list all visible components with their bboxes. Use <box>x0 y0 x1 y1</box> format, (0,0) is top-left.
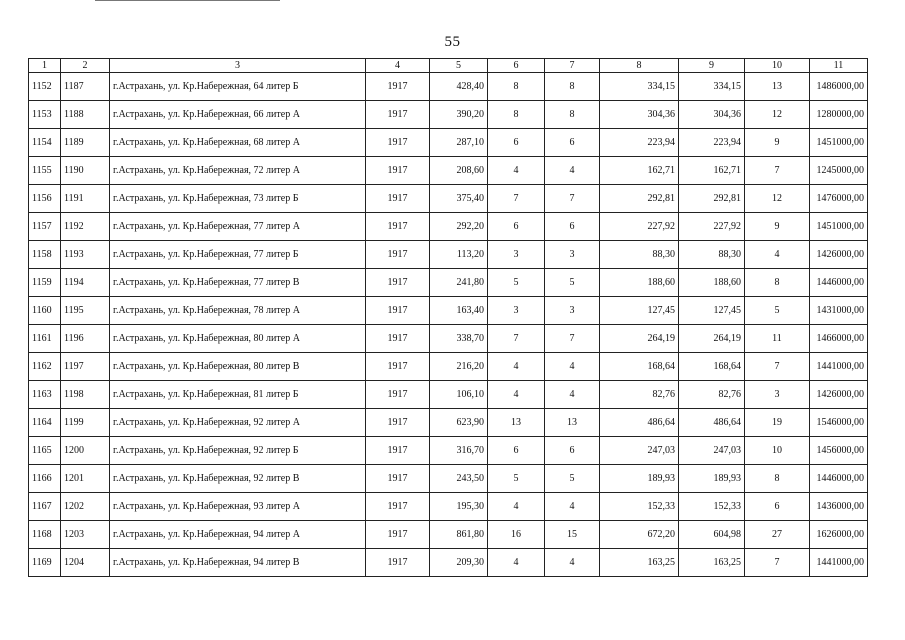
table-row <box>29 493 868 521</box>
year-cell: 1917 <box>366 381 430 409</box>
col10-cell: 8 <box>745 269 810 297</box>
area-cell: 243,50 <box>430 465 488 493</box>
record-id-cell: 1199 <box>61 409 110 437</box>
address-cell: г.Астрахань, ул. Кр.Набережная, 73 литер Б <box>110 185 366 213</box>
col10-cell: 9 <box>745 213 810 241</box>
row-number-cell: 1167 <box>29 493 61 521</box>
table-row <box>29 157 868 185</box>
row-number-cell: 1152 <box>29 73 61 101</box>
col10-cell: 8 <box>745 465 810 493</box>
address-cell: г.Астрахань, ул. Кр.Набережная, 77 литер А <box>110 213 366 241</box>
table-row <box>29 353 868 381</box>
area-cell: 113,20 <box>430 241 488 269</box>
year-cell: 1917 <box>366 493 430 521</box>
col6-cell: 6 <box>488 129 545 157</box>
col10-cell: 7 <box>745 549 810 577</box>
year-cell: 1917 <box>366 465 430 493</box>
page-number: 55 <box>444 34 461 50</box>
record-id-cell: 1198 <box>61 381 110 409</box>
col6-cell: 4 <box>488 353 545 381</box>
table-row <box>29 549 868 577</box>
year-cell: 1917 <box>366 129 430 157</box>
price-cell: 1451000,00 <box>810 129 868 157</box>
col9-cell: 168,64 <box>679 353 745 381</box>
column-header-1: 1 <box>29 59 61 73</box>
col10-cell: 3 <box>745 381 810 409</box>
scan-top-rule <box>95 0 280 3</box>
address-cell: г.Астрахань, ул. Кр.Набережная, 80 литер В <box>110 353 366 381</box>
row-number-cell: 1165 <box>29 437 61 465</box>
price-cell: 1626000,00 <box>810 521 868 549</box>
address-cell: г.Астрахань, ул. Кр.Набережная, 77 литер Б <box>110 241 366 269</box>
row-number-cell: 1156 <box>29 185 61 213</box>
col6-cell: 16 <box>488 521 545 549</box>
col9-cell: 82,76 <box>679 381 745 409</box>
row-number-cell: 1166 <box>29 465 61 493</box>
col10-cell: 10 <box>745 437 810 465</box>
col7-cell: 3 <box>545 297 600 325</box>
col7-cell: 4 <box>545 157 600 185</box>
table-row <box>29 521 868 549</box>
year-cell: 1917 <box>366 437 430 465</box>
col7-cell: 5 <box>545 465 600 493</box>
price-cell: 1451000,00 <box>810 213 868 241</box>
col10-cell: 7 <box>745 157 810 185</box>
col9-cell: 152,33 <box>679 493 745 521</box>
table-row <box>29 269 868 297</box>
col7-cell: 6 <box>545 129 600 157</box>
col10-cell: 19 <box>745 409 810 437</box>
area-cell: 623,90 <box>430 409 488 437</box>
year-cell: 1917 <box>366 297 430 325</box>
column-header-3: 3 <box>110 59 366 73</box>
table-row <box>29 465 868 493</box>
record-id-cell: 1202 <box>61 493 110 521</box>
column-header-9: 9 <box>679 59 745 73</box>
row-number-cell: 1160 <box>29 297 61 325</box>
record-id-cell: 1194 <box>61 269 110 297</box>
table-row <box>29 185 868 213</box>
col9-cell: 188,60 <box>679 269 745 297</box>
col10-cell: 6 <box>745 493 810 521</box>
price-cell: 1476000,00 <box>810 185 868 213</box>
col8-cell: 304,36 <box>600 101 679 129</box>
year-cell: 1917 <box>366 521 430 549</box>
price-cell: 1280000,00 <box>810 101 868 129</box>
col7-cell: 8 <box>545 73 600 101</box>
record-id-cell: 1188 <box>61 101 110 129</box>
col9-cell: 604,98 <box>679 521 745 549</box>
record-id-cell: 1190 <box>61 157 110 185</box>
col9-cell: 264,19 <box>679 325 745 353</box>
price-cell: 1546000,00 <box>810 409 868 437</box>
year-cell: 1917 <box>366 157 430 185</box>
row-number-cell: 1169 <box>29 549 61 577</box>
year-cell: 1917 <box>366 241 430 269</box>
record-id-cell: 1203 <box>61 521 110 549</box>
col7-cell: 4 <box>545 549 600 577</box>
address-cell: г.Астрахань, ул. Кр.Набережная, 94 литер В <box>110 549 366 577</box>
col8-cell: 189,93 <box>600 465 679 493</box>
row-number-cell: 1153 <box>29 101 61 129</box>
col6-cell: 3 <box>488 297 545 325</box>
col8-cell: 247,03 <box>600 437 679 465</box>
column-header-7: 7 <box>545 59 600 73</box>
area-cell: 208,60 <box>430 157 488 185</box>
col8-cell: 672,20 <box>600 521 679 549</box>
col8-cell: 162,71 <box>600 157 679 185</box>
area-cell: 106,10 <box>430 381 488 409</box>
column-header-10: 10 <box>745 59 810 73</box>
header-row <box>29 59 868 73</box>
row-number-cell: 1154 <box>29 129 61 157</box>
col6-cell: 7 <box>488 325 545 353</box>
col9-cell: 247,03 <box>679 437 745 465</box>
col9-cell: 127,45 <box>679 297 745 325</box>
row-number-cell: 1158 <box>29 241 61 269</box>
table-body <box>29 73 868 577</box>
col10-cell: 12 <box>745 185 810 213</box>
record-id-cell: 1196 <box>61 325 110 353</box>
price-cell: 1441000,00 <box>810 549 868 577</box>
address-cell: г.Астрахань, ул. Кр.Набережная, 92 литер В <box>110 465 366 493</box>
area-cell: 338,70 <box>430 325 488 353</box>
address-cell: г.Астрахань, ул. Кр.Набережная, 92 литер Б <box>110 437 366 465</box>
table-row <box>29 241 868 269</box>
area-cell: 861,80 <box>430 521 488 549</box>
col8-cell: 292,81 <box>600 185 679 213</box>
address-cell: г.Астрахань, ул. Кр.Набережная, 72 литер А <box>110 157 366 185</box>
price-cell: 1486000,00 <box>810 73 868 101</box>
col7-cell: 4 <box>545 493 600 521</box>
col8-cell: 227,92 <box>600 213 679 241</box>
row-number-cell: 1163 <box>29 381 61 409</box>
col9-cell: 162,71 <box>679 157 745 185</box>
col9-cell: 292,81 <box>679 185 745 213</box>
col7-cell: 7 <box>545 325 600 353</box>
table-row <box>29 129 868 157</box>
record-id-cell: 1193 <box>61 241 110 269</box>
area-cell: 316,70 <box>430 437 488 465</box>
col6-cell: 13 <box>488 409 545 437</box>
table-row <box>29 325 868 353</box>
col7-cell: 7 <box>545 185 600 213</box>
col9-cell: 223,94 <box>679 129 745 157</box>
price-cell: 1426000,00 <box>810 241 868 269</box>
col10-cell: 4 <box>745 241 810 269</box>
record-id-cell: 1201 <box>61 465 110 493</box>
address-cell: г.Астрахань, ул. Кр.Набережная, 64 литер Б <box>110 73 366 101</box>
row-number-cell: 1161 <box>29 325 61 353</box>
table-row <box>29 101 868 129</box>
table-row <box>29 213 868 241</box>
column-header-4: 4 <box>366 59 430 73</box>
address-cell: г.Астрахань, ул. Кр.Набережная, 68 литер А <box>110 129 366 157</box>
record-id-cell: 1192 <box>61 213 110 241</box>
col9-cell: 227,92 <box>679 213 745 241</box>
area-cell: 390,20 <box>430 101 488 129</box>
price-cell: 1426000,00 <box>810 381 868 409</box>
row-number-cell: 1155 <box>29 157 61 185</box>
col9-cell: 304,36 <box>679 101 745 129</box>
year-cell: 1917 <box>366 213 430 241</box>
record-id-cell: 1187 <box>61 73 110 101</box>
price-cell: 1245000,00 <box>810 157 868 185</box>
address-cell: г.Астрахань, ул. Кр.Набережная, 66 литер А <box>110 101 366 129</box>
col10-cell: 5 <box>745 297 810 325</box>
record-id-cell: 1195 <box>61 297 110 325</box>
price-cell: 1446000,00 <box>810 269 868 297</box>
area-cell: 209,30 <box>430 549 488 577</box>
column-header-2: 2 <box>61 59 110 73</box>
col8-cell: 82,76 <box>600 381 679 409</box>
area-cell: 163,40 <box>430 297 488 325</box>
col8-cell: 264,19 <box>600 325 679 353</box>
col10-cell: 11 <box>745 325 810 353</box>
col8-cell: 152,33 <box>600 493 679 521</box>
col9-cell: 334,15 <box>679 73 745 101</box>
year-cell: 1917 <box>366 353 430 381</box>
col10-cell: 27 <box>745 521 810 549</box>
col6-cell: 5 <box>488 465 545 493</box>
area-cell: 241,80 <box>430 269 488 297</box>
col6-cell: 4 <box>488 157 545 185</box>
address-cell: г.Астрахань, ул. Кр.Набережная, 77 литер В <box>110 269 366 297</box>
record-id-cell: 1204 <box>61 549 110 577</box>
record-id-cell: 1197 <box>61 353 110 381</box>
area-cell: 292,20 <box>430 213 488 241</box>
col9-cell: 486,64 <box>679 409 745 437</box>
record-id-cell: 1200 <box>61 437 110 465</box>
col6-cell: 7 <box>488 185 545 213</box>
col7-cell: 15 <box>545 521 600 549</box>
col7-cell: 3 <box>545 241 600 269</box>
area-cell: 216,20 <box>430 353 488 381</box>
record-id-cell: 1189 <box>61 129 110 157</box>
area-cell: 195,30 <box>430 493 488 521</box>
col6-cell: 8 <box>488 73 545 101</box>
year-cell: 1917 <box>366 269 430 297</box>
address-cell: г.Астрахань, ул. Кр.Набережная, 92 литер А <box>110 409 366 437</box>
registry-table <box>28 58 868 577</box>
col7-cell: 13 <box>545 409 600 437</box>
col6-cell: 4 <box>488 381 545 409</box>
col10-cell: 12 <box>745 101 810 129</box>
col8-cell: 88,30 <box>600 241 679 269</box>
column-header-11: 11 <box>810 59 868 73</box>
year-cell: 1917 <box>366 185 430 213</box>
col6-cell: 3 <box>488 241 545 269</box>
address-cell: г.Астрахань, ул. Кр.Набережная, 94 литер А <box>110 521 366 549</box>
address-cell: г.Астрахань, ул. Кр.Набережная, 78 литер А <box>110 297 366 325</box>
address-cell: г.Астрахань, ул. Кр.Набережная, 93 литер А <box>110 493 366 521</box>
row-number-cell: 1168 <box>29 521 61 549</box>
col9-cell: 88,30 <box>679 241 745 269</box>
col10-cell: 9 <box>745 129 810 157</box>
col8-cell: 168,64 <box>600 353 679 381</box>
column-header-5: 5 <box>430 59 488 73</box>
col8-cell: 127,45 <box>600 297 679 325</box>
row-number-cell: 1162 <box>29 353 61 381</box>
table-row <box>29 437 868 465</box>
col6-cell: 8 <box>488 101 545 129</box>
area-cell: 375,40 <box>430 185 488 213</box>
col9-cell: 189,93 <box>679 465 745 493</box>
row-number-cell: 1157 <box>29 213 61 241</box>
col6-cell: 4 <box>488 549 545 577</box>
col8-cell: 486,64 <box>600 409 679 437</box>
col8-cell: 334,15 <box>600 73 679 101</box>
col10-cell: 13 <box>745 73 810 101</box>
column-header-6: 6 <box>488 59 545 73</box>
price-cell: 1431000,00 <box>810 297 868 325</box>
column-header-8: 8 <box>600 59 679 73</box>
col7-cell: 6 <box>545 437 600 465</box>
col8-cell: 188,60 <box>600 269 679 297</box>
col6-cell: 5 <box>488 269 545 297</box>
price-cell: 1456000,00 <box>810 437 868 465</box>
year-cell: 1917 <box>366 325 430 353</box>
table-row <box>29 73 868 101</box>
table-row <box>29 409 868 437</box>
col7-cell: 6 <box>545 213 600 241</box>
year-cell: 1917 <box>366 101 430 129</box>
table-row <box>29 297 868 325</box>
col7-cell: 8 <box>545 101 600 129</box>
address-cell: г.Астрахань, ул. Кр.Набережная, 81 литер Б <box>110 381 366 409</box>
table-header <box>29 59 868 73</box>
col9-cell: 163,25 <box>679 549 745 577</box>
year-cell: 1917 <box>366 73 430 101</box>
col8-cell: 163,25 <box>600 549 679 577</box>
record-id-cell: 1191 <box>61 185 110 213</box>
col7-cell: 4 <box>545 353 600 381</box>
year-cell: 1917 <box>366 409 430 437</box>
address-cell: г.Астрахань, ул. Кр.Набережная, 80 литер А <box>110 325 366 353</box>
col8-cell: 223,94 <box>600 129 679 157</box>
col7-cell: 5 <box>545 269 600 297</box>
area-cell: 428,40 <box>430 73 488 101</box>
col10-cell: 7 <box>745 353 810 381</box>
year-cell: 1917 <box>366 549 430 577</box>
price-cell: 1446000,00 <box>810 465 868 493</box>
row-number-cell: 1159 <box>29 269 61 297</box>
price-cell: 1436000,00 <box>810 493 868 521</box>
price-cell: 1441000,00 <box>810 353 868 381</box>
col7-cell: 4 <box>545 381 600 409</box>
col6-cell: 4 <box>488 493 545 521</box>
row-number-cell: 1164 <box>29 409 61 437</box>
area-cell: 287,10 <box>430 129 488 157</box>
table-row <box>29 381 868 409</box>
col6-cell: 6 <box>488 437 545 465</box>
price-cell: 1466000,00 <box>810 325 868 353</box>
col6-cell: 6 <box>488 213 545 241</box>
